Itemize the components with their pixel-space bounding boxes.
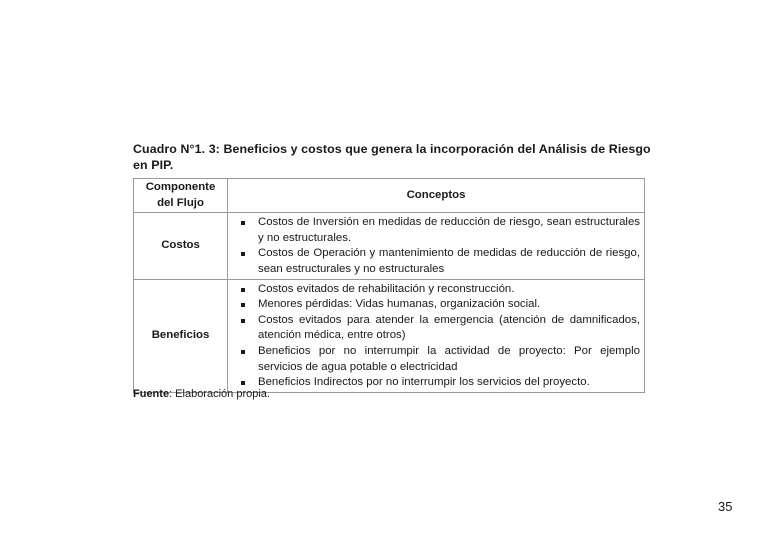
- list-item: Costos evitados de rehabilitación y reconstrucción.: [232, 282, 640, 298]
- component-cell: Beneficios: [134, 279, 228, 392]
- list-item: Costos de Inversión en medidas de reducción de riesgo, sean estructurales y no estructurales.: [232, 215, 640, 246]
- list-item: Beneficios por no interrumpir la actividad de proyecto: Por ejemplo servicios de agua potable o electricidad: [232, 344, 640, 375]
- list-item: Costos evitados para atender la emergencia (atención de damnificados, atención médica, entre otros): [232, 313, 640, 344]
- source-label: Fuente: [133, 388, 170, 400]
- list-item: Beneficios Indirectos por no interrumpir los servicios del proyecto.: [232, 375, 640, 391]
- list-item: Costos de Operación y mantenimiento de medidas de reducción de riesgo, sean estructurales y no estructurales: [232, 246, 640, 277]
- header-concepts: Conceptos: [228, 179, 645, 213]
- source-note: [133, 388, 270, 400]
- table-header-row: [134, 179, 645, 213]
- concepts-list: [232, 215, 640, 277]
- table-row: [134, 279, 645, 392]
- header-component: Componente del Flujo: [134, 179, 228, 213]
- list-item: Menores pérdidas: Vidas humanas, organización social.: [232, 297, 640, 313]
- concepts-cell: [228, 279, 645, 392]
- concepts-list: [232, 282, 640, 391]
- source-text: : Elaboración propia.: [169, 388, 270, 400]
- concepts-cell: [228, 213, 645, 279]
- table-caption: Cuadro N°1. 3: Beneficios y costos que genera la incorporación del Análisis de Riesgo en PIP.: [133, 142, 651, 172]
- component-cell: Costos: [134, 213, 228, 279]
- page-number: 35: [718, 499, 733, 514]
- benefits-costs-table: [133, 178, 645, 393]
- table-row: [134, 213, 645, 279]
